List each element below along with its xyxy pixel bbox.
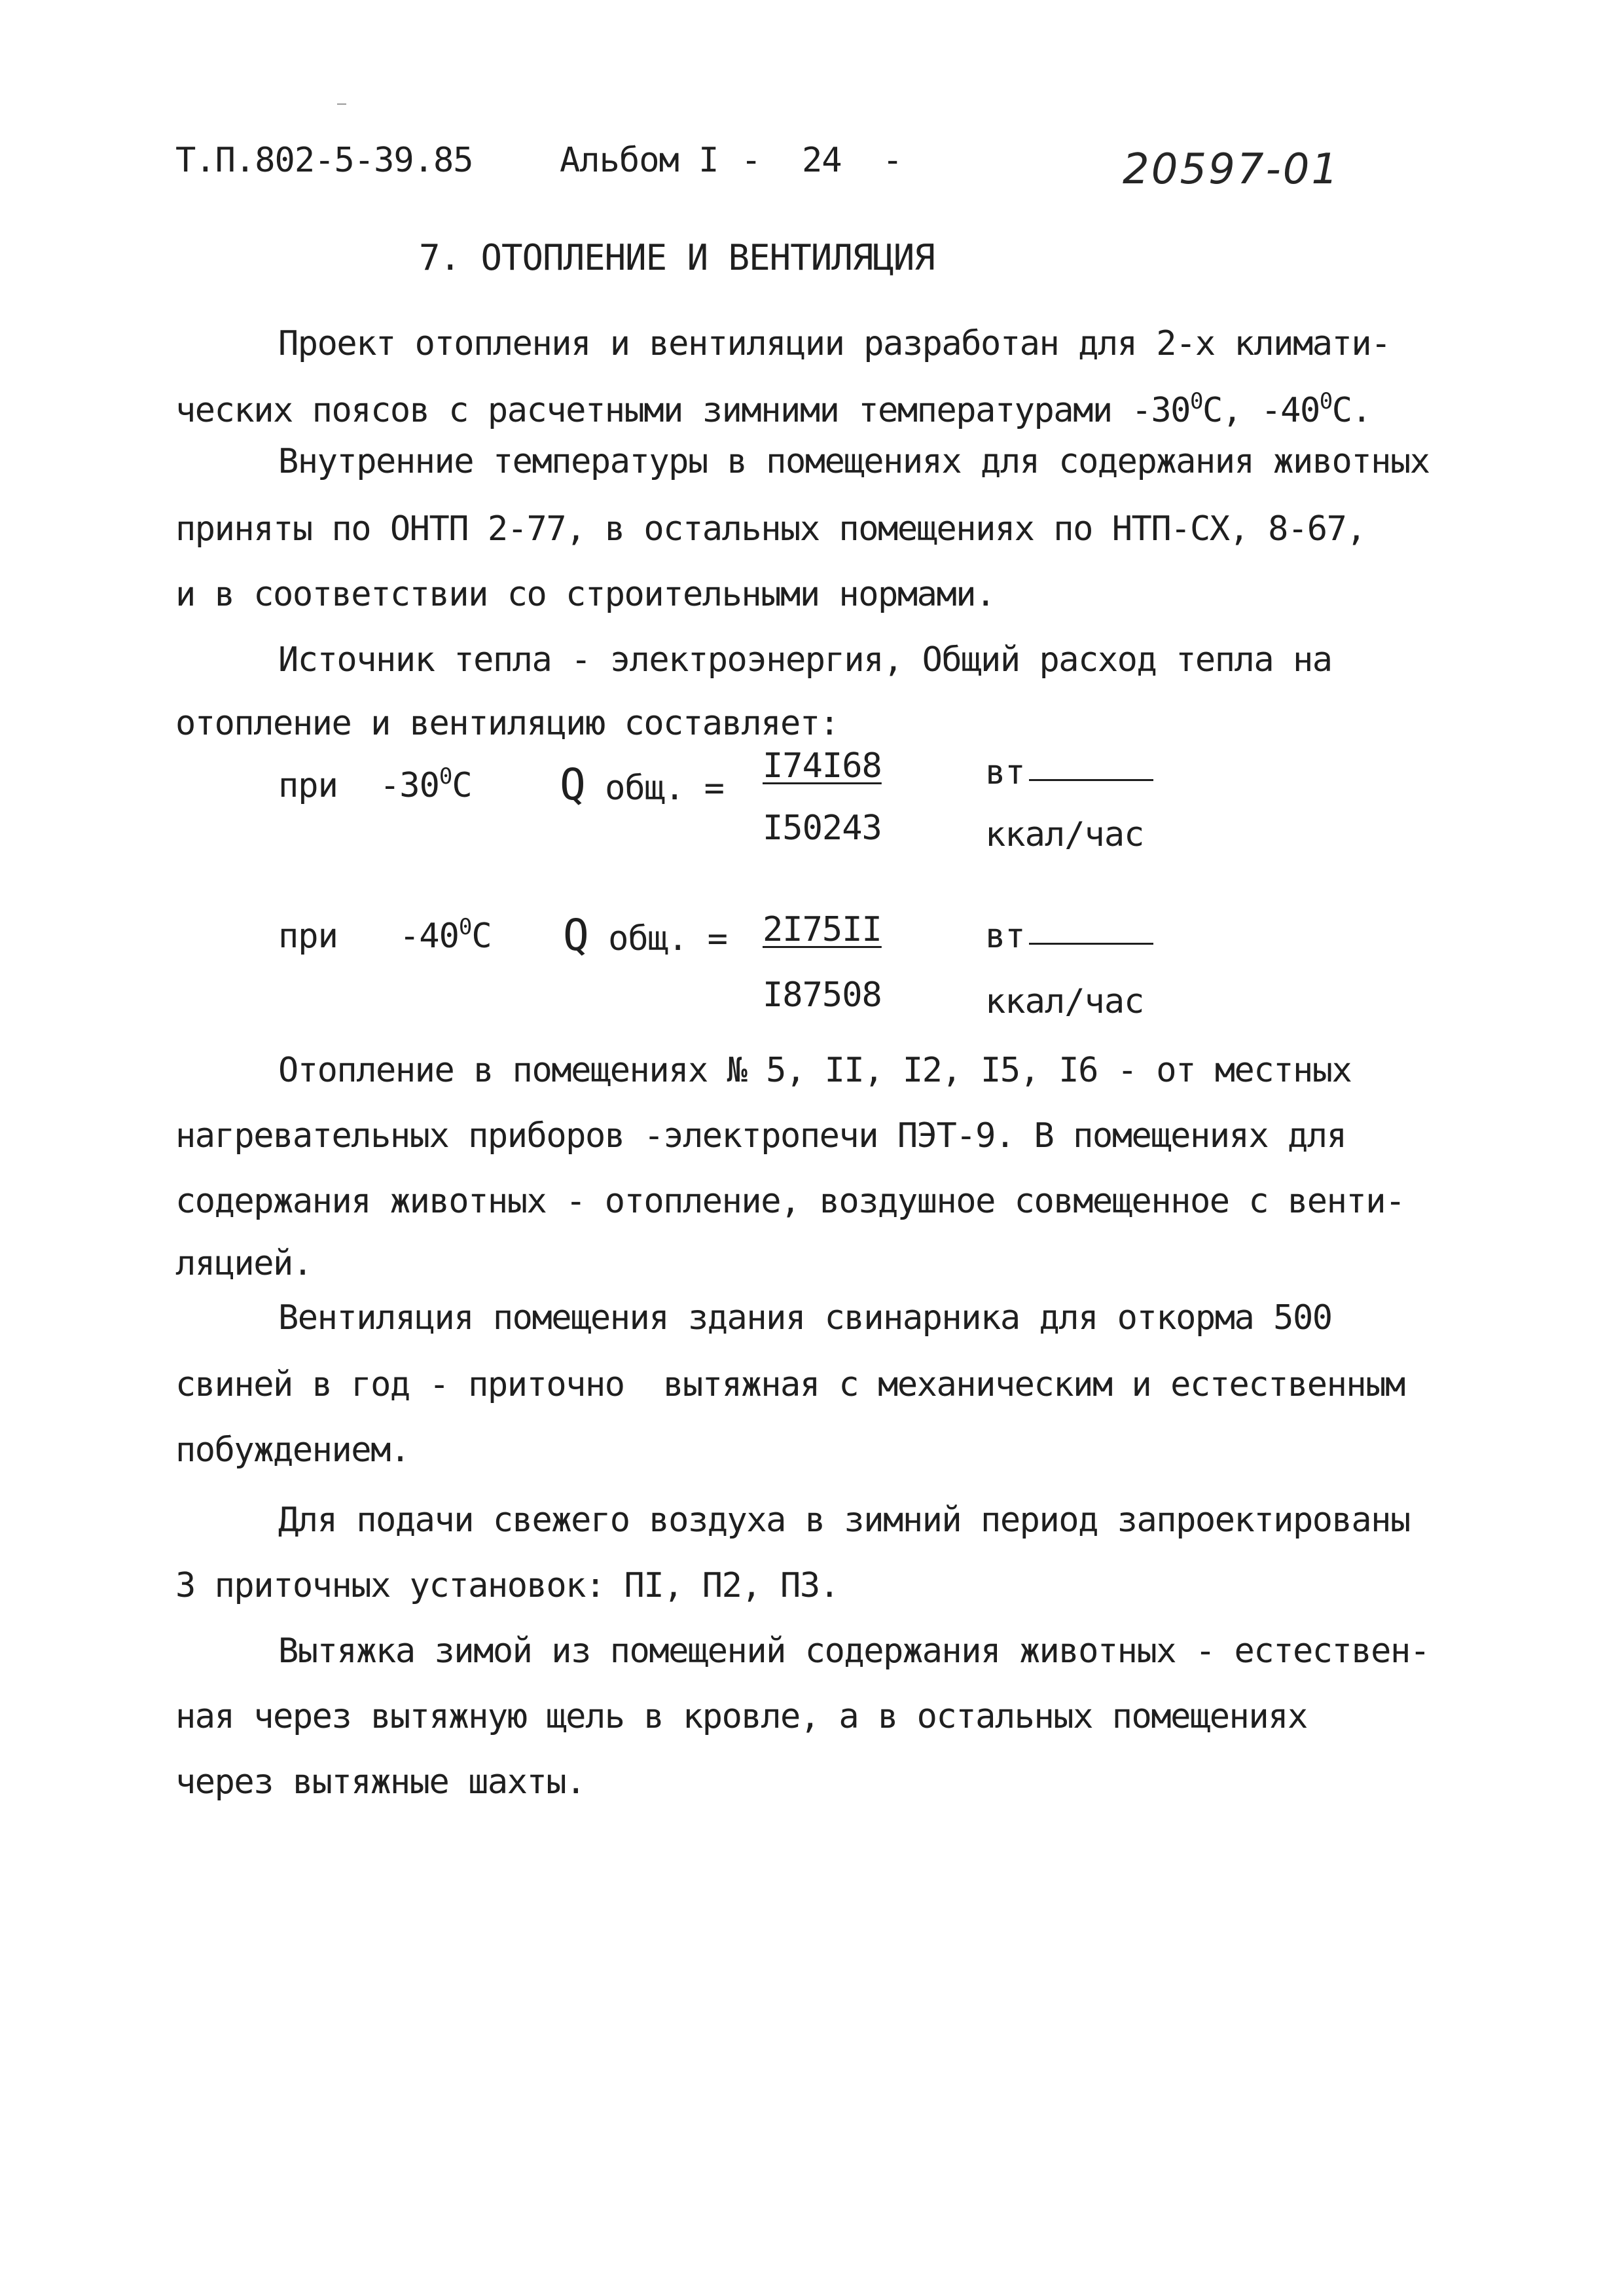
p6-line2: 3 приточных установок: ПI, П2, П3. <box>175 1566 839 1605</box>
fraction-rule <box>1029 943 1153 945</box>
degree-mark: 0 <box>439 763 452 790</box>
formula1-q-label: общ. = <box>605 769 724 808</box>
formula1-value-watts: I74I68 <box>763 746 882 786</box>
p2-line3: и в соответствии со строительными нормами. <box>175 575 995 614</box>
p1-line2-mid: С, -40 <box>1202 391 1320 430</box>
scan-speck <box>337 103 346 105</box>
degree-mark: 0 <box>1189 388 1202 414</box>
formula2-temp-unit: С <box>471 917 492 956</box>
handwritten-number: 20597-01 <box>1123 145 1341 194</box>
page-dash-right: - <box>882 141 903 180</box>
p4-line1: Отопление в помещениях № 5, II, I2, I5, I6 - от местных <box>278 1051 1352 1090</box>
formula2-q-label: общ. = <box>608 919 727 958</box>
album-label: Альбом I <box>560 141 719 180</box>
formula1-unit-kcal: ккал/час <box>985 815 1144 854</box>
p5-line3: побуждением. <box>175 1430 410 1470</box>
formula1-temp-value: -30 <box>380 766 439 805</box>
formula1-value-kcal: I50243 <box>763 809 882 848</box>
degree-mark: 0 <box>1319 388 1332 414</box>
section-title: 7. ОТОПЛЕНИЕ И ВЕНТИЛЯЦИЯ <box>419 237 935 278</box>
doc-code: Т.П.802-5-39.85 <box>175 141 473 180</box>
p7-line2: ная через вытяжную щель в кровле, а в остальных помещениях <box>175 1697 1307 1736</box>
p3-line1: Источник тепла - электроэнергия, Общий расход тепла на <box>278 640 1332 680</box>
degree-mark: 0 <box>458 914 472 940</box>
page-number: 24 <box>802 141 842 180</box>
formula2-unit-kcal: ккал/час <box>985 982 1144 1021</box>
formula2-prefix: при <box>278 917 338 956</box>
formula1-prefix: при <box>278 766 338 805</box>
p2-line1: Внутренние температуры в помещениях для содержания животных <box>278 442 1430 481</box>
p4-line2: нагревательных приборов -электропечи ПЭТ-9. В помещениях для <box>175 1116 1346 1156</box>
formula1-q <box>560 759 724 810</box>
page-dash-left: - <box>741 141 761 180</box>
p1-line2 <box>175 388 1371 430</box>
p2-line2: приняты по ОНТП 2-77, в остальных помещениях по НТП-СХ, 8-67, <box>175 509 1366 549</box>
formula2-value-kcal: I87508 <box>763 975 882 1015</box>
p4-line4: ляцией. <box>175 1244 312 1283</box>
formula1-temp-unit: С <box>452 766 472 805</box>
fraction-rule <box>1029 779 1153 781</box>
p7-line3: через вытяжные шахты. <box>175 1762 585 1802</box>
p6-line1: Для подачи свежего воздуха в зимний период запроектированы <box>278 1501 1410 1540</box>
formula1-unit-watts: вт <box>985 753 1153 792</box>
formula1-temp <box>380 763 472 805</box>
formula2-value-watts: 2I75II <box>763 910 882 949</box>
p1-line1: Проект отопления и вентиляции разработан для 2-х климати- <box>278 324 1390 363</box>
formula2-q <box>563 910 727 960</box>
p3-line2: отопление и вентиляцию составляет: <box>175 704 839 743</box>
p5-line2: свиней в год - приточно вытяжная с механическим и естественным <box>175 1365 1405 1404</box>
p1-line2-prefix: ческих поясов с расчетными зимними температурами -30 <box>175 391 1190 430</box>
p7-line1: Вытяжка зимой из помещений содержания животных - естествен- <box>278 1631 1430 1671</box>
p5-line1: Вентиляция помещения здания свинарника для откорма 500 <box>278 1298 1332 1338</box>
formula2-temp-value: -40 <box>399 917 459 956</box>
q-symbol: Q <box>560 759 585 810</box>
q-symbol: Q <box>563 910 588 960</box>
p1-line2-end: С. <box>1331 391 1371 430</box>
p4-line3: содержания животных - отопление, воздушное совмещенное с венти- <box>175 1182 1405 1221</box>
formula2-temp <box>399 914 492 956</box>
formula2-unit-watts: вт <box>985 917 1153 956</box>
